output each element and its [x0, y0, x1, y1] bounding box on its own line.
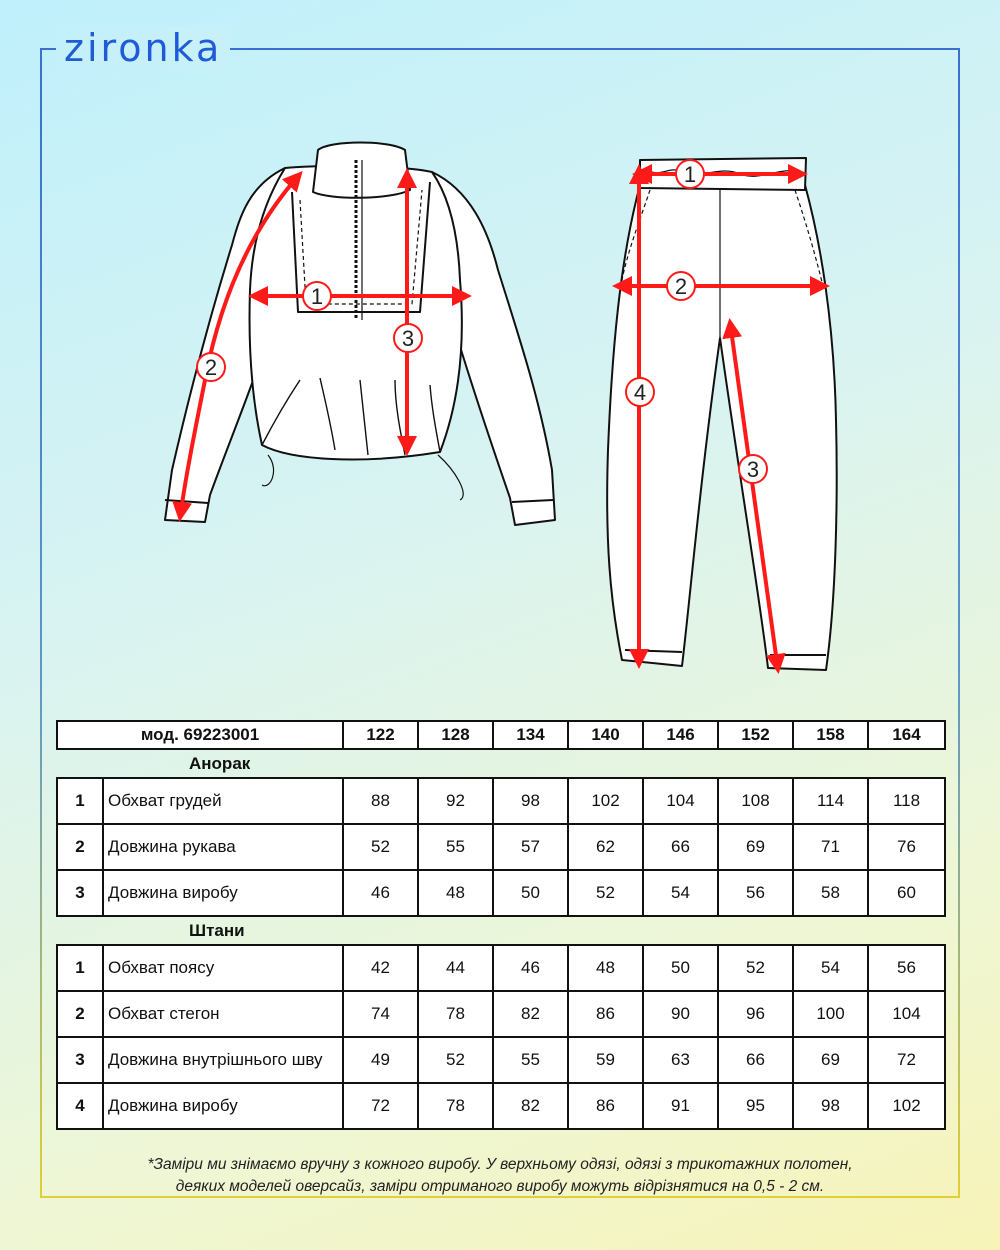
cell-value: 66 — [718, 1037, 793, 1083]
cell-value: 104 — [643, 778, 718, 824]
footnote — [56, 1154, 944, 1198]
svg-text:3: 3 — [401, 326, 415, 351]
table-row — [57, 991, 945, 1037]
footnote-line: *Заміри ми знімаємо вручну з кожного виробу. У верхньому одязі, одязі з трикотажних полотен, — [147, 1156, 853, 1173]
cell-value: 86 — [568, 991, 643, 1037]
cell-value: 69 — [718, 824, 793, 870]
cell-value: 76 — [868, 824, 945, 870]
model-label: мод. 69223001 — [57, 721, 343, 749]
cell-value: 102 — [868, 1083, 945, 1129]
cell-value: 63 — [643, 1037, 718, 1083]
size-header: 158 — [793, 721, 868, 749]
cell-value: 55 — [493, 1037, 568, 1083]
cell-value: 74 — [343, 991, 418, 1037]
table-row — [57, 945, 945, 991]
cell-value: 57 — [493, 824, 568, 870]
table-row — [57, 778, 945, 824]
table-row — [57, 1083, 945, 1129]
size-header: 128 — [418, 721, 493, 749]
row-number: 3 — [57, 1037, 103, 1083]
cell-value: 48 — [568, 945, 643, 991]
cell-value: 42 — [343, 945, 418, 991]
size-header-row — [57, 721, 945, 749]
table-row — [57, 870, 945, 916]
cell-value: 50 — [643, 945, 718, 991]
size-table — [56, 720, 946, 1130]
size-header: 134 — [493, 721, 568, 749]
cell-value: 48 — [418, 870, 493, 916]
cell-value: 71 — [793, 824, 868, 870]
cell-value: 91 — [643, 1083, 718, 1129]
svg-text:1: 1 — [683, 162, 697, 187]
cell-value: 90 — [643, 991, 718, 1037]
row-number: 1 — [57, 945, 103, 991]
pants-marker-3 — [739, 455, 767, 483]
row-label: Довжина виробу — [103, 870, 343, 916]
cell-value: 52 — [568, 870, 643, 916]
row-label: Обхват стегон — [103, 991, 343, 1037]
cell-value: 54 — [793, 945, 868, 991]
cell-value: 72 — [868, 1037, 945, 1083]
cell-value: 92 — [418, 778, 493, 824]
cell-value: 78 — [418, 991, 493, 1037]
cell-value: 54 — [643, 870, 718, 916]
cell-value: 44 — [418, 945, 493, 991]
cell-value: 46 — [343, 870, 418, 916]
row-number: 3 — [57, 870, 103, 916]
row-label: Обхват грудей — [103, 778, 343, 824]
size-header: 164 — [868, 721, 945, 749]
row-label: Обхват поясу — [103, 945, 343, 991]
cell-value: 96 — [718, 991, 793, 1037]
size-header: 146 — [643, 721, 718, 749]
row-label: Довжина внутрішнього шву — [103, 1037, 343, 1083]
row-number: 4 — [57, 1083, 103, 1129]
pants-marker-2 — [667, 272, 695, 300]
cell-value: 98 — [793, 1083, 868, 1129]
svg-text:3: 3 — [746, 457, 760, 482]
cell-value: 82 — [493, 1083, 568, 1129]
anorak-marker-3 — [394, 324, 422, 352]
cell-value: 59 — [568, 1037, 643, 1083]
anorak-marker-1 — [303, 282, 331, 310]
cell-value: 69 — [793, 1037, 868, 1083]
cell-value: 55 — [418, 824, 493, 870]
row-number: 2 — [57, 991, 103, 1037]
cell-value: 56 — [718, 870, 793, 916]
cell-value: 88 — [343, 778, 418, 824]
anorak-drawing — [165, 143, 555, 526]
anorak-marker-2 — [197, 353, 225, 381]
cell-value: 114 — [793, 778, 868, 824]
size-header: 152 — [718, 721, 793, 749]
section-title-anorak: Анорак — [189, 753, 251, 773]
pants-drawing — [607, 158, 837, 670]
svg-text:4: 4 — [633, 380, 647, 405]
cell-value: 98 — [493, 778, 568, 824]
size-header: 122 — [343, 721, 418, 749]
cell-value: 95 — [718, 1083, 793, 1129]
svg-text:1: 1 — [310, 284, 324, 309]
cell-value: 78 — [418, 1083, 493, 1129]
cell-value: 86 — [568, 1083, 643, 1129]
svg-text:2: 2 — [674, 274, 688, 299]
cell-value: 50 — [493, 870, 568, 916]
section-title-pants: Штани — [189, 920, 245, 940]
cell-value: 118 — [868, 778, 945, 824]
pants-marker-4 — [626, 378, 654, 406]
row-number: 1 — [57, 778, 103, 824]
cell-value: 72 — [343, 1083, 418, 1129]
svg-text:2: 2 — [204, 355, 218, 380]
size-header: 140 — [568, 721, 643, 749]
row-number: 2 — [57, 824, 103, 870]
cell-value: 52 — [418, 1037, 493, 1083]
cell-value: 104 — [868, 991, 945, 1037]
cell-value: 82 — [493, 991, 568, 1037]
pants-marker-1 — [676, 160, 704, 188]
cell-value: 100 — [793, 991, 868, 1037]
cell-value: 52 — [718, 945, 793, 991]
table-row — [57, 1037, 945, 1083]
cell-value: 49 — [343, 1037, 418, 1083]
footnote-line: деяких моделей оверсайз, заміри отриманого виробу можуть відрізнятися на 0,5 - 2 см. — [175, 1178, 825, 1195]
row-label: Довжина рукава — [103, 824, 343, 870]
cell-value: 56 — [868, 945, 945, 991]
cell-value: 52 — [343, 824, 418, 870]
cell-value: 60 — [868, 870, 945, 916]
row-label: Довжина виробу — [103, 1083, 343, 1129]
table-row — [57, 824, 945, 870]
cell-value: 108 — [718, 778, 793, 824]
cell-value: 46 — [493, 945, 568, 991]
cell-value: 102 — [568, 778, 643, 824]
brand-logo: zironka — [56, 26, 230, 70]
cell-value: 66 — [643, 824, 718, 870]
cell-value: 62 — [568, 824, 643, 870]
cell-value: 58 — [793, 870, 868, 916]
